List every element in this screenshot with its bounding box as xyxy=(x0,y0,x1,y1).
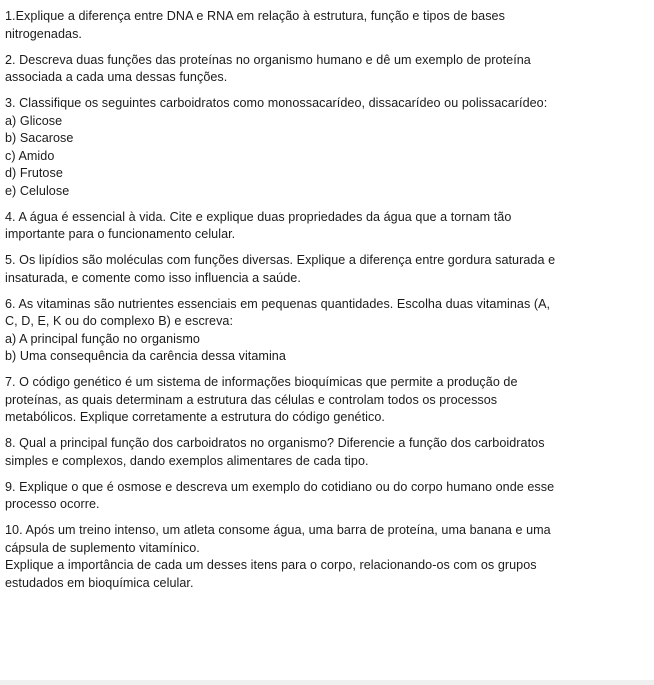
question-option: b) Sacarose xyxy=(5,131,74,145)
question-line: 9. Explique o que é osmose e descreva um exemplo do cotidiano ou do corpo humano onde esse xyxy=(5,479,555,494)
question-line: 7. O código genético é um sistema de informações bioquímicas que permite a produção de xyxy=(5,375,518,389)
question-line: processo ocorre. xyxy=(5,497,100,511)
question-option: b) Uma consequência da carência dessa vitamina xyxy=(5,349,286,363)
question-option: a) Glicose xyxy=(5,113,63,128)
question-3 xyxy=(5,95,645,200)
question-line: importante para o funcionamento celular. xyxy=(5,227,236,241)
question-option: c) Amido xyxy=(5,148,55,163)
question-line: 10. Após um treino intenso, um atleta consome água, uma barra de proteína, uma banana e uma xyxy=(5,523,551,537)
question-9 xyxy=(5,479,645,514)
question-option: d) Frutose xyxy=(5,166,63,180)
question-line: insaturada, e comente como isso influencia a saúde. xyxy=(5,270,301,285)
question-line: nitrogenadas. xyxy=(5,26,82,41)
question-line: Explique a importância de cada um desses itens para o corpo, relacionando-os com os grupos xyxy=(5,558,537,572)
question-line: 8. Qual a principal função dos carboidratos no organismo? Diferencie a função dos carboidratos xyxy=(5,436,545,450)
question-option: e) Celulose xyxy=(5,183,70,198)
question-option: a) A principal função no organismo xyxy=(5,331,200,346)
question-line: 3. Classifique os seguintes carboidratos como monossacarídeo, dissacarídeo ou polissacarídeo: xyxy=(5,96,548,110)
question-line: 1.Explique a diferença entre DNA e RNA em relação à estrutura, função e tipos de bases xyxy=(5,9,505,23)
question-8 xyxy=(5,435,645,470)
question-10 xyxy=(5,522,645,592)
bottom-edge-strip xyxy=(0,680,654,685)
question-6 xyxy=(5,296,645,366)
question-line: simples e complexos, dando exemplos alimentares de cada tipo. xyxy=(5,453,369,468)
question-line: estudados em bioquímica celular. xyxy=(5,575,194,590)
question-line: 6. As vitaminas são nutrientes essenciais em pequenas quantidades. Escolha duas vitaminas (A, xyxy=(5,296,551,311)
question-line: associada a cada uma dessas funções. xyxy=(5,70,228,84)
question-1 xyxy=(5,8,645,43)
question-line: proteínas, as quais determinam a estrutura das células e controlam todos os processos xyxy=(5,392,498,407)
question-sheet xyxy=(5,8,645,601)
question-line: 2. Descreva duas funções das proteínas no organismo humano e dê um exemplo de proteína xyxy=(5,52,531,67)
question-line: 5. Os lipídios são moléculas com funções diversas. Explique a diferença entre gordura saturada e xyxy=(5,253,556,267)
question-5 xyxy=(5,252,645,287)
question-7 xyxy=(5,374,645,427)
question-4 xyxy=(5,209,645,244)
question-line: cápsula de suplemento vitamínico. xyxy=(5,540,200,555)
question-line: metabólicos. Explique corretamente a estrutura do código genético. xyxy=(5,410,385,424)
question-line: 4. A água é essencial à vida. Cite e explique duas propriedades da água que a tornam tão xyxy=(5,209,512,224)
question-2 xyxy=(5,52,645,87)
question-line: C, D, E, K ou do complexo B) e escreva: xyxy=(5,314,234,328)
